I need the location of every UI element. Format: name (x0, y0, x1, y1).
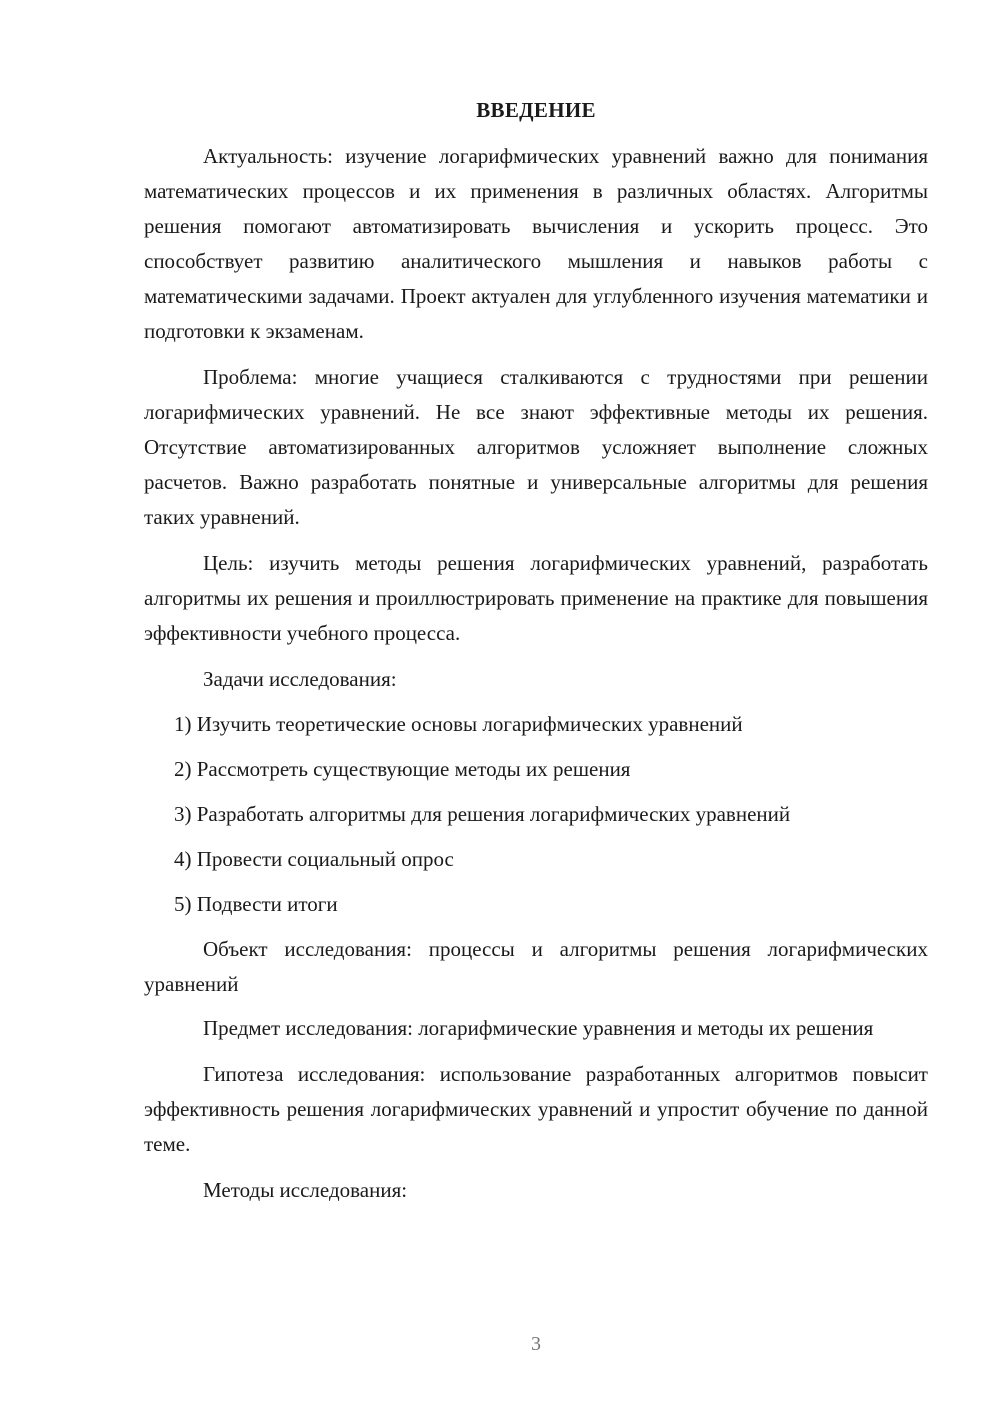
list-item: 1) Изучить теоретические основы логарифмических уравнений (174, 712, 743, 736)
list-item: 4) Провести социальный опрос (174, 847, 454, 871)
paragraph-problem: Проблема: многие учащиеся сталкиваются с трудностями при решении логарифмических уравнений. Не все знают эффективные методы их решения. Отсутствие автоматизированных алгоритмов усложняет выполнение сложных расчетов. Важно разработать понятные и универсальные алгоритмы для решения таких уравнений. (144, 365, 928, 529)
paragraph-relevance: Актуальность: изучение логарифмических уравнений важно для понимания математических процессов и их применения в различных областях. Алгоритмы решения помогают автоматизировать вычисления и ускорить процесс. Это способствует развитию аналитического мышления и навыков работы с математическими задачами. Проект актуален для углубленного изучения математики и подготовки к экзаменам. (144, 144, 928, 343)
paragraph-hypothesis: Гипотеза исследования: использование разработанных алгоритмов повысит эффективность решения логарифмических уравнений и упростит обучение по данной теме. (144, 1062, 928, 1156)
list-item: 3) Разработать алгоритмы для решения логарифмических уравнений (174, 802, 791, 826)
paragraph-object: Объект исследования: процессы и алгоритмы решения логарифмических уравнений (144, 937, 928, 996)
paragraph-subject: Предмет исследования: логарифмические уравнения и методы их решения (203, 1016, 874, 1040)
list-item: 5) Подвести итоги (174, 892, 338, 916)
document-page (144, 95, 928, 1218)
methods-heading: Методы исследования: (203, 1178, 408, 1202)
paragraph-goal: Цель: изучить методы решения логарифмических уравнений, разработать алгоритмы их решения и проиллюстрировать применение на практике для повышения эффективности учебного процесса. (144, 551, 928, 645)
tasks-heading: Задачи исследования: (203, 667, 397, 691)
page-title: ВВЕДЕНИЕ (476, 98, 596, 122)
list-item: 2) Рассмотреть существующие методы их решения (174, 757, 631, 781)
page-number: 3 (531, 1333, 541, 1355)
tasks-list (144, 707, 928, 922)
